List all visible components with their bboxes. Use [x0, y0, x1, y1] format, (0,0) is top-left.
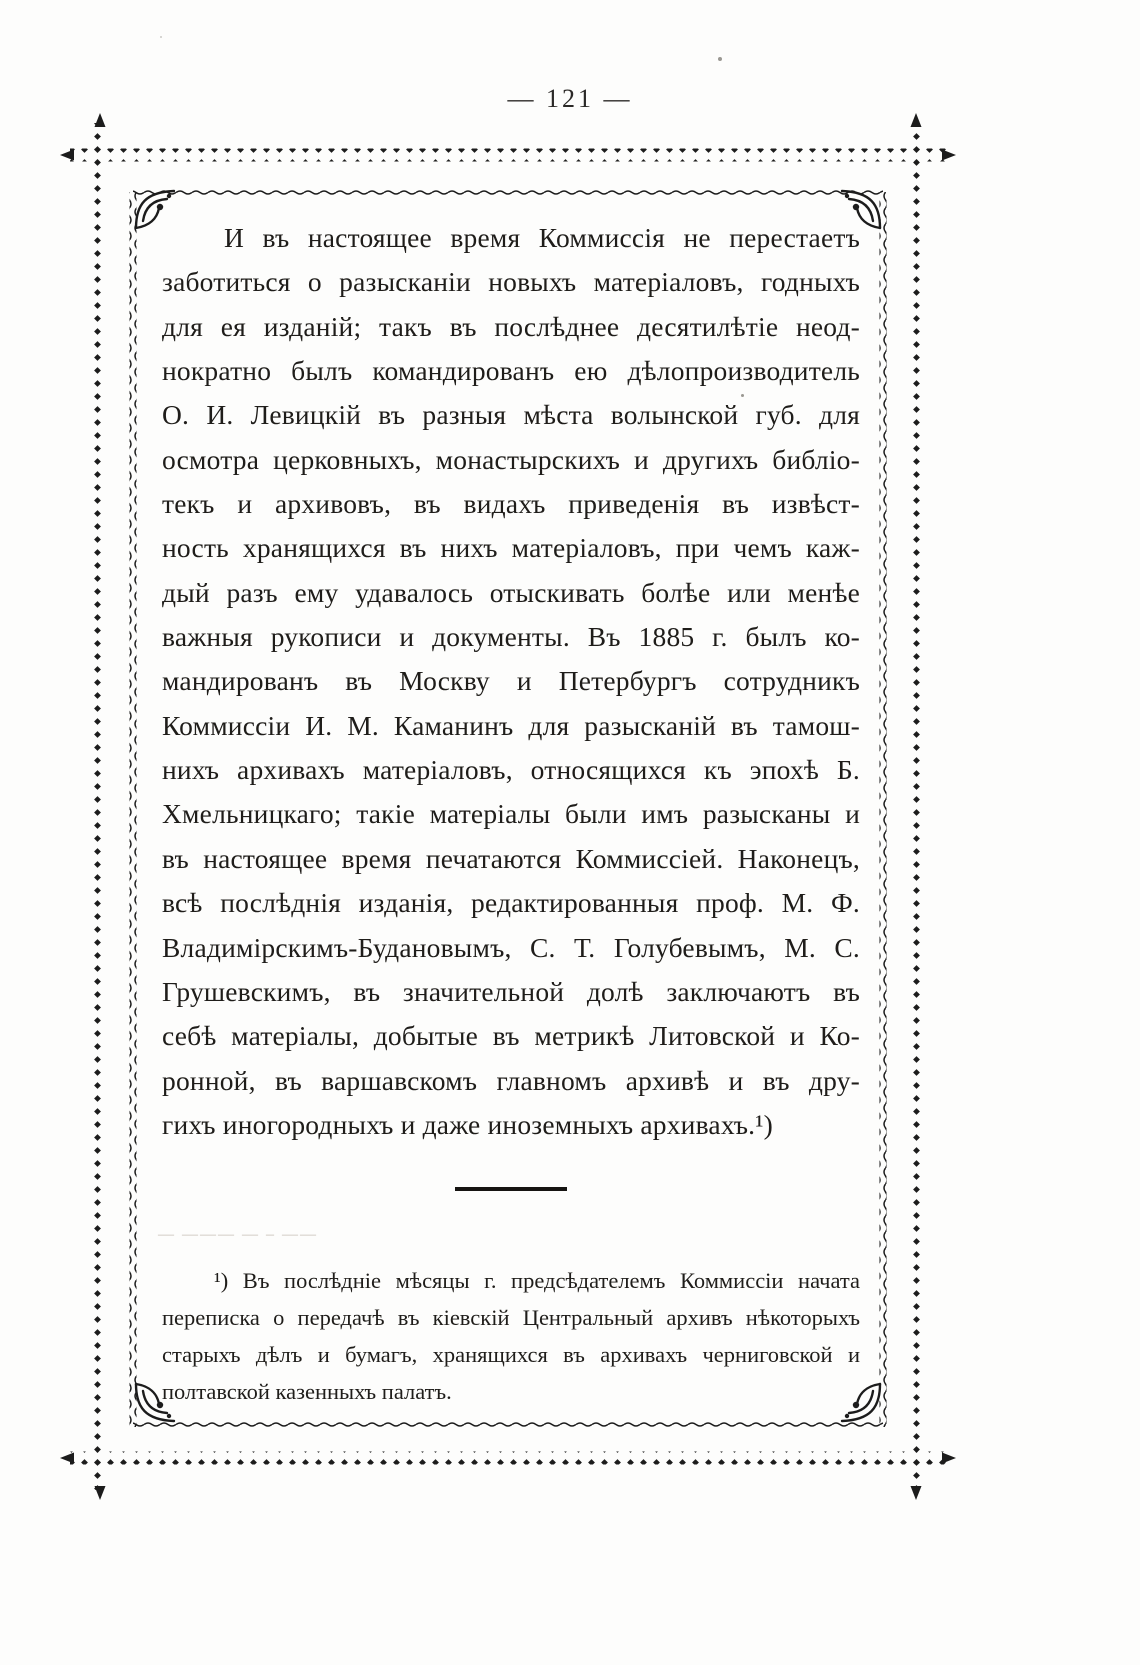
scan-speck	[741, 394, 744, 397]
scan-speck	[718, 57, 722, 61]
border-left-diamond-line	[94, 123, 107, 1490]
main-paragraph	[162, 216, 860, 1147]
text-line: заботиться о разысканіи новыхъ матеріаловъ, годныхъ	[162, 266, 860, 298]
text-line: для ея изданій; такъ въ послѣднее десятилѣтіе неод-	[162, 310, 860, 342]
text-line: Владимірскимъ-Будановымъ, С. Т. Голубевымъ, М. С.	[162, 931, 860, 963]
footnote-line: ¹) Въ послѣдніе мѣсяцы г. предсѣдателемъ Коммиссіи начата	[214, 1268, 860, 1293]
scan-artifact-dashes: — ——— — – ——	[158, 1226, 318, 1243]
text-line: нократно былъ командированъ ею дѣлопроизводитель	[162, 355, 860, 387]
border-bottom-diamond-line	[70, 1452, 946, 1465]
border-right-wavy-line	[880, 192, 887, 1427]
text-line: гихъ иногородныхъ и даже иноземныхъ архивахъ.¹)	[162, 1108, 774, 1140]
border-top-diamond-line	[70, 149, 946, 162]
text-line: ронной, въ варшавскомъ главномъ архивѣ и въ дру-	[162, 1064, 860, 1096]
border-bottom-wavy-line	[133, 1421, 883, 1428]
text-line: въ настоящее время печатаются Коммиссіей. Наконецъ,	[162, 842, 860, 874]
scan-speck	[160, 36, 162, 38]
text-line: нихъ архивахъ матеріаловъ, относящихся къ эпохѣ Б.	[162, 754, 860, 786]
footnote	[162, 1262, 860, 1410]
text-line: текъ и архивовъ, въ видахъ приведенія въ извѣст-	[162, 488, 860, 520]
border-top-wavy-line	[133, 189, 883, 196]
text-line: О. И. Левицкій въ разныя мѣста волынской губ. для	[162, 399, 860, 431]
text-line: осмотра церковныхъ, монастырскихъ и другихъ библіо-	[162, 443, 860, 475]
text-line: дый разъ ему удавалось отыскивать болѣе или менѣе	[162, 576, 860, 608]
footnote-line: переписка о передачѣ въ кіевскій Центральный архивъ нѣкоторыхъ	[162, 1305, 860, 1330]
text-line: Коммиссіи И. М. Каманинъ для разысканій въ тамош-	[162, 709, 860, 741]
text-line: Грушевскимъ, въ значительной долѣ заключаютъ въ	[162, 975, 860, 1007]
text-line: мандированъ въ Москву и Петербургъ сотрудникъ	[162, 665, 860, 697]
text-line: ность хранящихся въ нихъ матеріаловъ, при чемъ каж-	[162, 532, 860, 564]
border-right-diamond-line	[910, 123, 923, 1490]
footnote-separator-rule	[455, 1187, 567, 1191]
text-line: Хмельницкаго; такіе матеріалы были имъ разысканы и	[162, 798, 860, 830]
footnote-line: старыхъ дѣлъ и бумагъ, хранящихся въ архивахъ черниговской и	[162, 1342, 860, 1367]
border-left-wavy-line	[130, 192, 137, 1427]
text-line: себѣ матеріалы, добытые въ метрикѣ Литовской и Ко-	[162, 1020, 860, 1052]
text-line: всѣ послѣднія изданія, редактированныя проф. М. Ф.	[162, 887, 860, 919]
footnote-line: полтавской казенныхъ палатъ.	[162, 1379, 452, 1404]
text-line: важныя рукописи и документы. Въ 1885 г. былъ ко-	[162, 621, 860, 653]
page-number: — 121 —	[507, 84, 633, 113]
text-line: И въ настоящее время Коммиссія не перестаетъ	[224, 222, 860, 253]
